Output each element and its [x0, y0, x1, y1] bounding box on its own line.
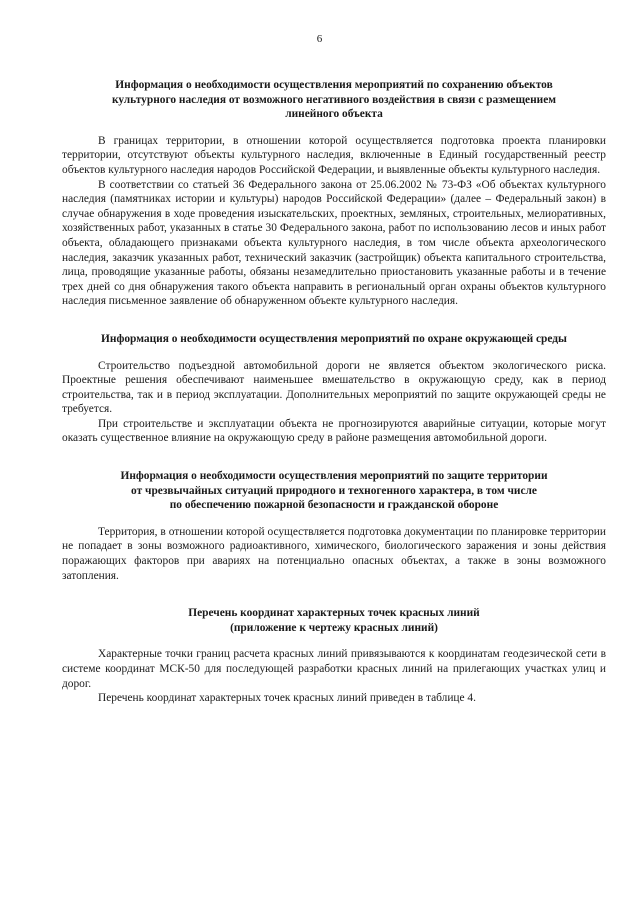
section-heading: [62, 78, 606, 122]
heading-line: по обеспечению пожарной безопасности и гражданской обороне: [169, 499, 499, 512]
section-red-lines-coordinates: [62, 606, 606, 706]
paragraph: Характерные точки границ расчета красных линий привязываются к координатам геодезической сети в системе координат МСК-50 для последующей разработки красных линий на прилегающих участках улиц и дорог.: [62, 648, 606, 690]
page-number: 6: [316, 33, 323, 45]
paragraph: Территория, в отношении которой осуществляется подготовка документации по планировке территории не попадает в зоны возможного радиоактивного, химического, биологического заражения и зоны действия поражающих факторов при авариях на потенциально опасных объектах, а также в зоны возможного затопления.: [62, 525, 606, 582]
paragraph: Перечень координат характерных точек красных линий приведен в таблице 4.: [98, 692, 476, 705]
heading-line: линейного объекта: [285, 108, 383, 121]
section-heading: [62, 606, 606, 635]
heading-line: культурного наследия от возможного негативного воздействия в связи с размещением: [111, 93, 557, 106]
section-environment-protection: [62, 332, 606, 446]
heading-line: от чрезвычайных ситуаций природного и техногенного характера, в том числе: [131, 484, 537, 497]
heading-line: Информация о необходимости осуществления мероприятий по охране окружающей среды: [101, 332, 567, 345]
page-content: [62, 78, 606, 706]
section-cultural-heritage: [62, 78, 606, 309]
heading-line: Информация о необходимости осуществления мероприятий по защите территории: [120, 470, 548, 483]
heading-line: (приложение к чертежу красных линий): [230, 621, 438, 634]
paragraph: В границах территории, в отношении которой осуществляется подготовка проекта планировки территории, отсутствуют объекты культурного наследия, включенные в Единый государственный реестр объектов культурного наследия народов Российской Федерации, и выявленные объекты культурного наследия.: [62, 134, 606, 176]
paragraph: В соответствии со статьей 36 Федерального закона от 25.06.2002 № 73-ФЗ «Об объектах культурного наследия (памятниках истории и культуры) народов Российской Федерации» (далее – Федеральный закон) в случае обнаружения в ходе проведения изыскательских, проектных, земляных, строительных, мелиоративных, хозяйственных работ, указанных в статье 30 Федерального закона, работ по использованию лесов и иных работ объекта, обладающего признаками объекта культурного наследия, в том числе объекта археологического наследия, заказчик указанных работ, технический заказчик (застройщик) объекта капитального строительства, лица, проводящие указанные работы, обязаны незамедлительно приостановить указанные работы и в течение трех дней со дня обнаружения такого объекта направить в региональный орган охраны объектов культурного наследия письменное заявление об обнаруженном объекте культурного наследия.: [62, 178, 606, 308]
paragraph: При строительстве и эксплуатации объекта не прогнозируются аварийные ситуации, которые могут оказать существенное влияние на окружающую среду в районе размещения автомобильной дороги.: [62, 417, 606, 445]
heading-line: Перечень координат характерных точек красных линий: [188, 607, 480, 620]
paragraph: Строительство подъездной автомобильной дороги не является объектом экологического риска. Проектные решения обеспечивают наименьшее вмешательство в окружающую среду, как в период строительства, так и в период эксплуатации. Дополнительных мероприятий по защите окружающей среды не требуется.: [62, 359, 606, 416]
heading-line: Информация о необходимости осуществления мероприятий по сохранению объектов: [115, 79, 553, 91]
section-heading: [62, 469, 606, 513]
section-heading: [62, 332, 606, 347]
section-emergency-protection: [62, 469, 606, 583]
